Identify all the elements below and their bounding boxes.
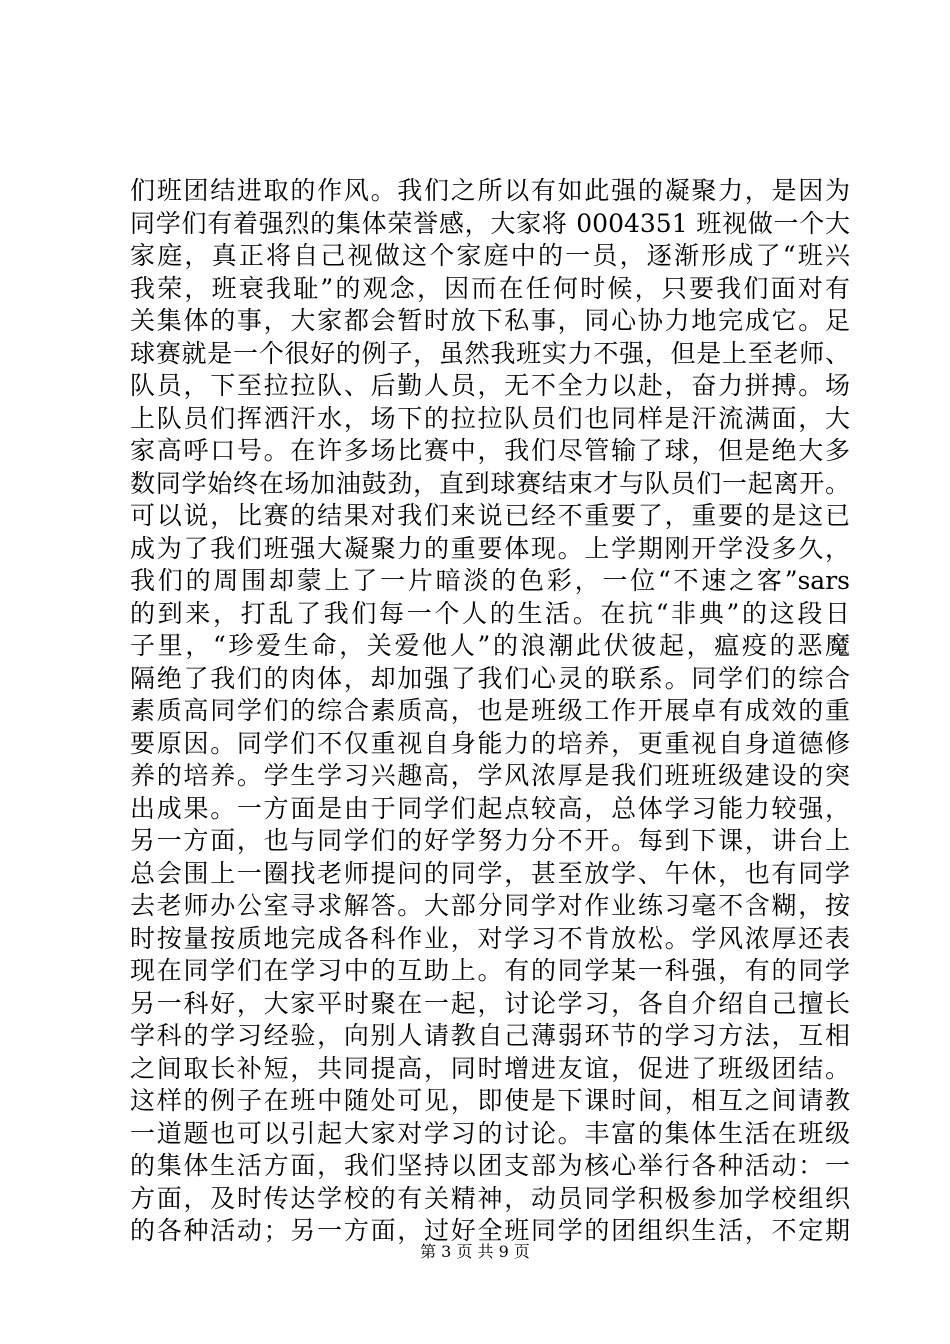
text-line: 方面，及时传达学校的有关精神，动员同学积极参加学校组织: [130, 1183, 850, 1213]
text-line: 一道题也可以引起大家对学习的讨论。丰富的集体生活在班级: [130, 1118, 850, 1148]
text-line: 的集体生活方面，我们坚持以团支部为核心举行各种活动：一: [130, 1151, 850, 1180]
text-line: 现在同学们在学习中的互助上。有的同学某一科强，有的同学: [130, 956, 850, 985]
text-line: 去老师办公室寻求解答。大部分同学对作业练习毫不含糊，按: [130, 891, 850, 920]
text-line: 的到来，打乱了我们每一个人的生活。在抗“非典”的这段日: [130, 598, 850, 628]
text-line: 同学们有着强烈的集体荣誉感，大家将 0004351 班视做一个大: [130, 208, 850, 238]
text-line: 出成果。一方面是由于同学们起点较高，总体学习能力较强，: [130, 793, 850, 823]
text-line: 家庭，真正将自己视做这个家庭中的一员，逐渐形成了“班兴: [130, 241, 850, 270]
text-line: 之间取长补短，共同提高，同时增进友谊，促进了班级团结。: [130, 1053, 850, 1083]
body-text: [130, 175, 850, 1248]
text-line: 另一科好，大家平时聚在一起，讨论学习，各自介绍自己擅长: [130, 988, 850, 1018]
text-line: 队员，下至拉拉队、后勤人员，无不全力以赴，奋力拼搏。场: [130, 371, 850, 400]
text-line: 这样的例子在班中随处可见，即使是下课时间，相互之间请教: [130, 1086, 850, 1115]
text-line: 养的培养。学生学习兴趣高，学风浓厚是我们班班级建设的突: [130, 761, 850, 790]
text-line: 时按量按质地完成各科作业，对学习不肯放松。学风浓厚还表: [130, 923, 850, 953]
text-line: 子里，“珍爱生命，关爱他人”的浪潮此伏彼起，瘟疫的恶魔: [130, 631, 850, 660]
text-line: 要原因。同学们不仅重视自身能力的培养，更重视自身道德修: [130, 728, 850, 758]
text-line: 数同学始终在场加油鼓劲，直到球赛结束才与队员们一起离开。: [130, 468, 850, 498]
text-line: 们班团结进取的作风。我们之所以有如此强的凝聚力，是因为: [130, 176, 850, 205]
text-line: 成为了我们班强大凝聚力的重要体现。上学期刚开学没多久，: [130, 533, 850, 563]
text-line: 素质高同学们的综合素质高，也是班级工作开展卓有成效的重: [130, 696, 850, 725]
text-line: 我荣，班衰我耻”的观念，因而在任何时候，只要我们面对有: [130, 273, 850, 303]
text-line: 上队员们挥洒汗水，场下的拉拉队员们也同样是汗流满面，大: [130, 403, 850, 433]
text-line: 隔绝了我们的肉体，却加强了我们心灵的联系。同学们的综合: [130, 663, 850, 693]
page-footer: 第 3 页 共 9 页: [420, 1242, 530, 1261]
text-line: 的各种活动；另一方面，过好全班同学的团组织生活，不定期: [130, 1216, 850, 1245]
text-line: 总会围上一圈找老师提问的同学，甚至放学、午休，也有同学: [130, 858, 850, 888]
text-line: 球赛就是一个很好的例子，虽然我班实力不强，但是上至老师、: [130, 338, 850, 368]
text-line: 关集体的事，大家都会暂时放下私事，同心协力地完成它。足: [130, 306, 850, 335]
text-line: 可以说，比赛的结果对我们来说已经不重要了，重要的是这已: [130, 501, 850, 530]
text-line: 家高呼口号。在许多场比赛中，我们尽管输了球，但是绝大多: [130, 436, 850, 465]
text-line: 另一方面，也与同学们的好学努力分不开。每到下课，讲台上: [130, 826, 850, 855]
text-line: 我们的周围却蒙上了一片暗淡的色彩，一位“不速之客”sars: [130, 566, 850, 595]
text-line: 学科的学习经验，向别人请教自己薄弱环节的学习方法，互相: [130, 1021, 850, 1050]
